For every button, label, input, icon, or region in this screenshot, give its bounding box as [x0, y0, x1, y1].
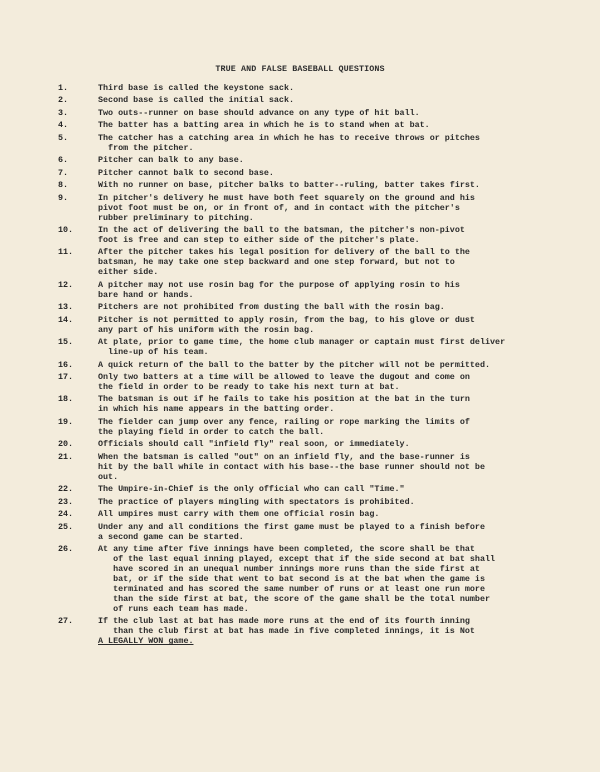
question-line: The catcher has a catching area in which he has to receive throws or pitches [98, 132, 480, 143]
question-item [58, 452, 558, 482]
question-text [98, 180, 558, 190]
question-list [58, 83, 558, 646]
question-number: 23. [58, 496, 74, 507]
question-line: foot is free and can step to either side of the pitcher's plate. [98, 234, 420, 245]
question-number: 4. [58, 120, 69, 131]
question-line: in which his name appears in the batting order. [98, 404, 335, 415]
question-line: The batter has a batting area in which he is to stand when at bat. [98, 120, 430, 131]
question-number: 14. [58, 314, 74, 325]
question-item [58, 616, 558, 646]
question-text [98, 484, 558, 494]
question-text [98, 509, 558, 519]
question-line: The fielder can jump over any fence, railing or rope marking the limits of [98, 416, 470, 427]
question-item [58, 509, 558, 519]
question-number: 21. [58, 451, 74, 462]
question-item [58, 83, 558, 93]
question-line: out. [98, 471, 119, 482]
question-line: In pitcher's delivery he must have both feet squarely on the ground and his [98, 192, 475, 203]
question-line: The batsman is out if he fails to take his position at the bat in the turn [98, 394, 470, 405]
question-line: All umpires must carry with them one official rosin bag. [98, 509, 380, 520]
question-text [98, 417, 558, 437]
question-item [58, 315, 558, 335]
question-text [98, 302, 558, 312]
question-line: A quick return of the ball to the batter by the pitcher will not be permitted. [98, 359, 491, 370]
question-line: If the club last at bat has made more runs at the end of its fourth inning [98, 616, 470, 627]
question-line: Pitcher cannot balk to second base. [98, 167, 274, 178]
question-line: With no runner on base, pitcher balks to batter--ruling, batter takes first. [98, 180, 480, 191]
question-line: At any time after five innings have been completed, the score shall be that [98, 543, 475, 554]
question-item [58, 544, 558, 614]
question-number: 19. [58, 416, 74, 427]
question-text [98, 225, 558, 245]
question-line: of runs each team has made. [98, 603, 249, 614]
question-item [58, 133, 558, 153]
question-text [98, 452, 558, 482]
question-text [98, 544, 558, 614]
question-text [98, 280, 558, 300]
question-number: 2. [58, 95, 69, 106]
question-line: bat, or if the side that went to bat second is at the bat when the game is [98, 573, 485, 584]
question-line: Pitcher can balk to any base. [98, 155, 244, 166]
question-text [98, 497, 558, 507]
question-item [58, 302, 558, 312]
question-line: line-up of his team. [98, 347, 209, 358]
question-text [98, 95, 558, 105]
question-line: A pitcher may not use rosin bag for the purpose of applying rosin to his [98, 279, 460, 290]
question-number: 25. [58, 521, 74, 532]
question-line: pivot foot must be on, or in front of, and in contact with the pitcher's [98, 202, 460, 213]
question-line: the playing field in order to catch the ball. [98, 426, 325, 437]
question-line: bare hand or hands. [98, 289, 194, 300]
question-line: any part of his uniform with the rosin bag. [98, 324, 315, 335]
question-line: of the last equal inning played, except that if the side second at bat shall [98, 553, 496, 564]
question-line: a second game can be started. [98, 531, 244, 542]
question-line: hit by the ball while in contact with his base--the base runner should not be [98, 461, 485, 472]
question-line: batsman, he may take one step backward and one step forward, but not to [98, 257, 455, 268]
question-text [98, 83, 558, 93]
question-line: terminated and has scored the same number of runs or at least one run more [98, 583, 485, 594]
question-text [98, 372, 558, 392]
question-line: The practice of players mingling with spectators is prohibited. [98, 496, 415, 507]
question-number: 17. [58, 372, 74, 382]
question-text [98, 337, 558, 357]
question-text [98, 616, 558, 646]
question-number: 5. [58, 132, 69, 143]
question-item [58, 522, 558, 542]
question-number: 16. [58, 359, 74, 370]
question-number: 22. [58, 484, 74, 495]
question-line: Second base is called the initial sack. [98, 95, 295, 106]
question-line: rubber preliminary to pitching. [98, 212, 254, 223]
question-item [58, 372, 558, 392]
question-text [98, 155, 558, 165]
question-text [98, 360, 558, 370]
question-item [58, 337, 558, 357]
question-line: from the pitcher. [98, 142, 194, 153]
question-line: than the club first at bat has made in five completed innings, it is Not [98, 626, 475, 637]
question-text [98, 394, 558, 414]
question-text [98, 193, 558, 223]
question-number: 27. [58, 616, 74, 627]
question-line: Third base is called the keystone sack. [98, 83, 295, 93]
question-number: 15. [58, 337, 74, 348]
question-number: 18. [58, 394, 74, 405]
question-item [58, 108, 558, 118]
question-number: 26. [58, 543, 74, 554]
question-item [58, 417, 558, 437]
question-line: Officials should call "infield fly" real soon, or immediately. [98, 439, 410, 450]
question-text [98, 168, 558, 178]
question-number: 11. [58, 247, 74, 258]
question-line: Pitcher is not permitted to apply rosin, from the bag, to his glove or dust [98, 314, 475, 325]
question-text [98, 120, 558, 130]
question-item [58, 394, 558, 414]
question-item [58, 180, 558, 190]
question-text [98, 247, 558, 277]
question-line: At plate, prior to game time, the home club manager or captain must first deliver [98, 337, 506, 348]
question-number: 1. [58, 83, 69, 93]
question-item [58, 95, 558, 105]
question-item [58, 120, 558, 130]
question-line: have scored in an unequal number innings more runs than the side first at [98, 563, 480, 574]
question-line: than the side first at bat, the score of the game shall be the total number [98, 593, 491, 604]
question-line: A LEGALLY WON game. [98, 636, 194, 647]
question-number: 12. [58, 279, 74, 290]
question-text [98, 108, 558, 118]
question-number: 10. [58, 224, 74, 235]
question-item [58, 168, 558, 178]
question-number: 9. [58, 192, 69, 203]
question-text [98, 315, 558, 335]
question-item [58, 484, 558, 494]
question-number: 20. [58, 439, 74, 450]
question-number: 8. [58, 180, 69, 191]
question-number: 3. [58, 107, 69, 118]
question-item [58, 193, 558, 223]
question-line: either side. [98, 267, 159, 278]
question-item [58, 280, 558, 300]
question-line: Under any and all conditions the first game must be played to a finish before [98, 521, 485, 532]
question-line: When the batsman is called "out" on an infield fly, and the base-runner is [98, 451, 470, 462]
question-line: the field in order to be ready to take his next turn at bat. [98, 382, 400, 392]
question-line: After the pitcher takes his legal position for delivery of the ball to the [98, 247, 470, 258]
question-text [98, 133, 558, 153]
question-item [58, 225, 558, 245]
question-number: 13. [58, 302, 74, 313]
question-item [58, 155, 558, 165]
question-line: Only two batters at a time will be allowed to leave the dugout and come on [98, 372, 470, 382]
question-text [98, 439, 558, 449]
question-number: 6. [58, 155, 69, 166]
question-text [98, 522, 558, 542]
question-number: 24. [58, 509, 74, 520]
question-line: The Umpire-in-Chief is the only official who can call "Time." [98, 484, 405, 495]
question-item [58, 497, 558, 507]
question-line: Two outs--runner on base should advance on any type of hit ball. [98, 107, 420, 118]
question-item [58, 439, 558, 449]
question-line: Pitchers are not prohibited from dusting the ball with the rosin bag. [98, 302, 445, 313]
document-title: TRUE AND FALSE BASEBALL QUESTIONS [215, 64, 385, 74]
question-line: In the act of delivering the ball to the batsman, the pitcher's non-pivot [98, 224, 465, 235]
question-item [58, 247, 558, 277]
question-number: 7. [58, 167, 69, 178]
question-item [58, 360, 558, 370]
